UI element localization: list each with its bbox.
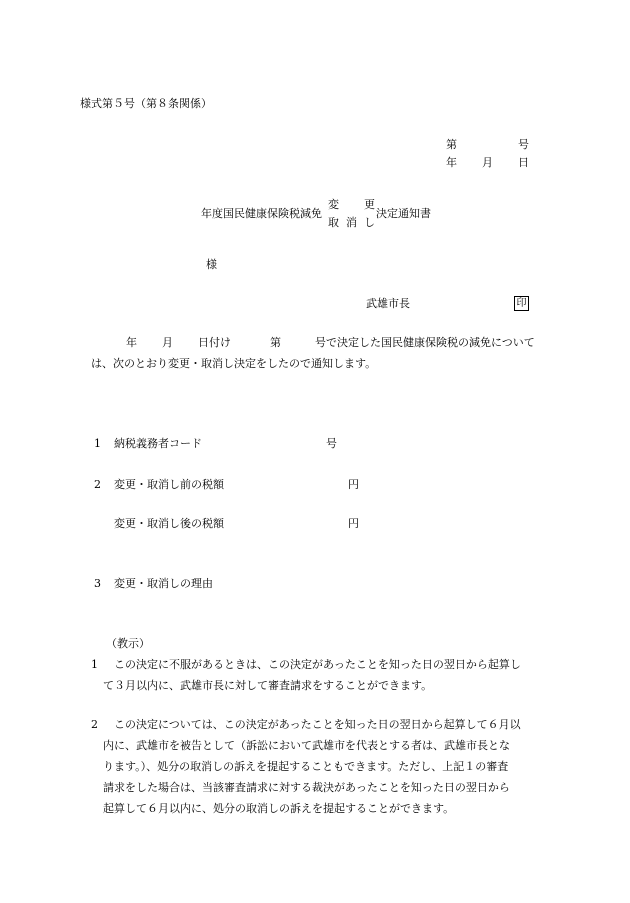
doc-number-go: 号	[518, 138, 529, 151]
instruction1-number: 1	[91, 658, 98, 671]
intro-dated: 日付け	[198, 336, 231, 349]
instruction2-line2: 内に、武雄市を被告として（訴訟において武雄市を代表とする者は、武雄市長とな	[103, 739, 510, 752]
title-lower-1: 取	[328, 216, 339, 229]
item2-label: 変更・取消し前の税額	[114, 478, 224, 491]
instruction2-line5: 起算して６月以内に、処分の取消しの訴えを提起することができます。	[103, 802, 455, 815]
instruction1-line2: て３月以内に、武雄市長に対して審査請求をすることができます。	[103, 679, 433, 692]
doc-number-dai: 第	[446, 138, 457, 151]
issuer-name: 武雄市長	[366, 297, 410, 310]
title-lower-3: し	[364, 216, 375, 229]
date-day: 日	[518, 156, 529, 169]
date-month: 月	[482, 156, 493, 169]
instruction1-line1: この決定に不服があるときは、この決定があったことを知った日の翌日から起算し	[114, 658, 521, 671]
item3-label: 変更・取消しの理由	[114, 577, 213, 590]
title-lower-2: 消	[346, 216, 357, 229]
addressee-suffix: 様	[206, 258, 217, 271]
item2b-label: 変更・取消し後の税額	[114, 517, 224, 530]
intro-dai: 第	[270, 336, 281, 349]
item2-unit: 円	[348, 478, 359, 491]
item1-label: 納税義務者コード	[114, 437, 202, 450]
item2b-unit: 円	[348, 517, 359, 530]
instruction2-line1: この決定については、この決定があったことを知った日の翌日から起算して６月以	[114, 718, 521, 731]
item1-unit: 号	[326, 437, 337, 450]
title-suffix: 決定通知書	[376, 207, 431, 220]
title-upper-1: 変	[328, 198, 339, 211]
title-upper-2: 更	[364, 198, 375, 211]
item3-number: 3	[94, 577, 101, 590]
instruction2-number: 2	[91, 718, 98, 731]
instruction2-line3: ります。）、処分の取消しの訴えを提起することもできます。ただし、上記１の審査	[103, 760, 509, 773]
title-prefix: 年度国民健康保険税減免	[201, 207, 322, 220]
instruction2-line4: 請求をした場合は、当該審査請求に対する裁決があったことを知った日の翌日から	[103, 781, 510, 794]
date-year: 年	[446, 156, 457, 169]
form-label: 様式第５号（第８条関係）	[80, 97, 212, 110]
intro-year: 年	[126, 336, 137, 349]
intro-line2: は、次のとおり変更・取消し決定をしたので通知します。	[91, 357, 377, 370]
instructions-heading: （教示）	[106, 637, 150, 650]
intro-rest-line1: 号で決定した国民健康保険税の減免について	[315, 336, 535, 349]
seal-mark: 印	[514, 296, 529, 311]
item1-number: 1	[94, 437, 101, 450]
item2-number: 2	[94, 478, 101, 491]
intro-month: 月	[162, 336, 173, 349]
